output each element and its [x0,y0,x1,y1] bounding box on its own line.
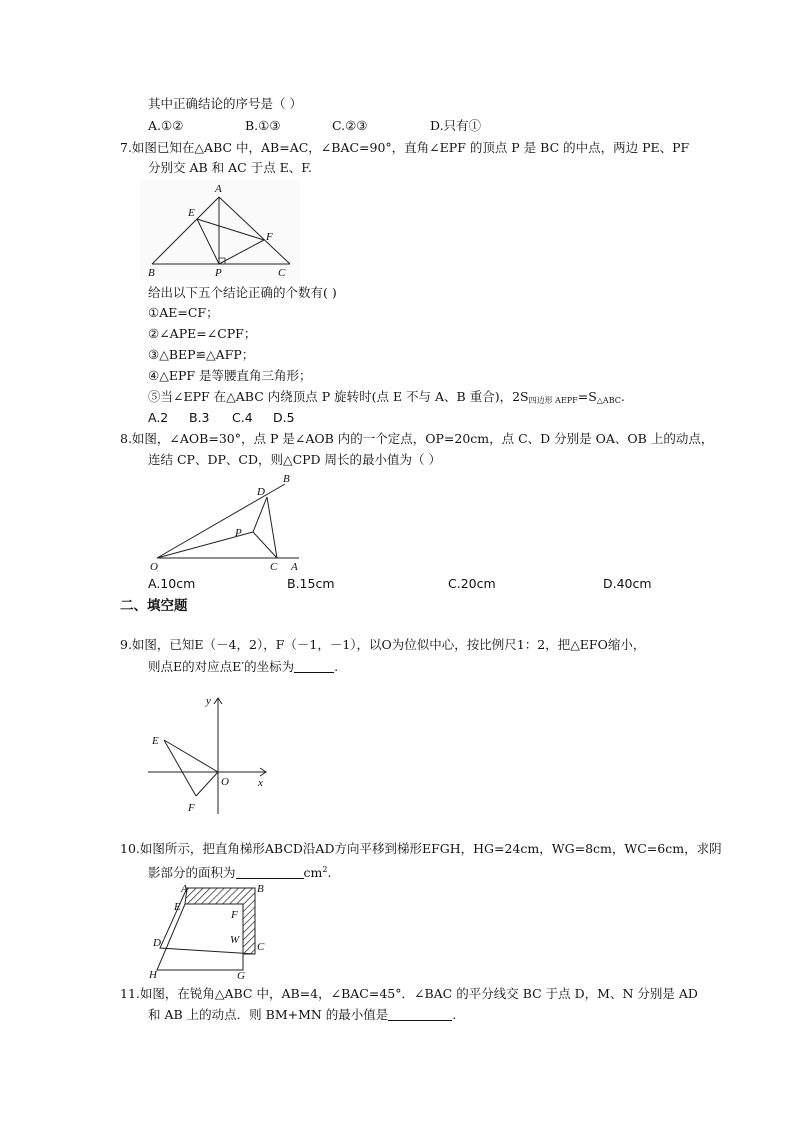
q7-conclusion-5 [148,389,625,409]
q9-stem-line1: 9.如图，已知E（－4，2），F（－1，－1），以O为位似中心，按比例尺1：2，把△EFO缩小， [120,637,646,652]
q7-conclusion-3: ③△BEP≌△AFP； [148,347,255,362]
q11-stem-line1: 11.如图，在锐角△ABC 中，AB=4，∠BAC=45°．∠BAC 的平分线交 BC 于点 D，M、N 分别是 AD [120,986,698,1001]
q10-label-h: H [149,969,157,980]
q7-conclusion-1: ①AE=CF； [148,305,219,320]
q7-stem-line2: 分别交 AB 和 AC 于点 E、F. [148,160,312,175]
q7-c5-sub-tri: △ABC [596,396,621,405]
q10-answer-blank[interactable] [236,866,304,879]
q11-answer-blank[interactable] [388,1008,452,1021]
q8-label-p: P [235,527,242,539]
q7-figure [140,180,300,280]
q8-option-a: A.10cm [148,576,196,591]
q8-label-a: A [291,561,298,573]
q7-label-f: F [266,231,273,243]
q9-segment-eo [164,740,218,772]
q7-label-c: C [278,267,286,279]
q7-figure-bg [140,180,300,280]
q9-label-x: x [258,777,263,789]
q8-label-b: B [283,473,290,485]
q11-stem-end: . [452,1007,457,1022]
q8-label-c: C [270,561,278,573]
q7-c5-text: ⑤当∠EPF 在△ABC 内绕顶点 P 旋转时(点 E 不与 A、B 重合)，2S [148,389,529,404]
q10-label-a: A [181,883,188,895]
q10-label-f: F [231,909,238,921]
q7-conclusion-2: ②∠APE=∠CPF； [148,326,257,341]
q7-conclusion-4: ④△EPF 是等腰直角三角形； [148,368,312,383]
q10-label-b: B [257,883,264,895]
q10-stem-end: . [327,865,332,880]
q10-stem-line2 [148,862,331,881]
q9-segment-ef [164,740,196,796]
q7-prompt: 给出以下五个结论正确的个数有( ) [148,285,337,300]
q8-label-d: D [257,486,265,498]
q8-stem-line1: 8.如图，∠AOB=30°，点 P 是∠AOB 内的一个定点，OP=20cm，点 C、D 分别是 OA、OB 上的动点， [120,431,714,446]
q7-option-c: C.4 [232,410,253,425]
q10-unit: cm [303,865,323,880]
q7-label-a: A [215,183,222,195]
q10-stem-line1: 10.如图所示，把直角梯形ABCD沿AD方向平移到梯形EFGH，HG=24cm，WG=8cm，WC=6cm，求阴 [120,841,722,856]
q8-segment-pd [253,497,267,532]
q8-figure [145,468,310,574]
q7-label-b: B [148,267,155,279]
q9-figure [140,690,280,818]
q10-label-w: W [230,934,240,946]
q6-option-c: C.②③ [332,118,368,133]
q6-option-b: B.①③ [245,118,281,133]
q8-option-c: C.20cm [448,576,496,591]
q9-answer-blank[interactable] [294,660,334,673]
q9-label-f: F [188,802,195,814]
q10-figure [145,882,275,980]
q10-unit-sup: 2 [322,865,328,874]
q7-option-b: B.3 [189,410,210,425]
q9-stem-line2 [148,659,338,675]
q10-label-d: D [153,937,161,949]
q8-label-o: O [150,561,158,573]
q7-c5-end: . [620,389,625,404]
q11-stem-text: 和 AB 上的动点．则 BM+MN 的最小值是 [148,1007,389,1022]
q7-label-p: P [215,267,222,279]
q7-c5-mid: =S [577,389,597,404]
section-title-fill-in: 二、填空题 [120,598,188,614]
q8-option-d: D.40cm [603,576,652,591]
q10-shaded-region [185,888,255,954]
q9-label-e: E [152,735,159,747]
q8-ray-ob [157,484,285,558]
q11-stem-line2 [148,1007,456,1023]
q7-c5-sub-quad: 四边形 AEPF [528,396,578,405]
q10-label-c: C [257,941,265,953]
q6-option-d: D.只有① [430,118,482,133]
q7-stem-line1: 7.如图已知在△ABC 中，AB=AC，∠BAC=90°，直角∠EPF 的顶点 P 是 BC 的中点，两边 PE、PF [120,140,690,155]
q6-prompt: 其中正确结论的序号是（ ） [148,96,302,111]
q6-option-a: A.①② [148,118,184,133]
q8-option-b: B.15cm [287,576,335,591]
q7-option-a: A.2 [148,410,169,425]
q7-label-e: E [188,207,195,219]
q7-option-d: D.5 [273,410,295,425]
q9-stem-end: . [334,659,339,674]
q10-stem-text: 影部分的面积为 [148,865,236,880]
q9-segment-fo [196,772,218,796]
q9-label-y: y [206,695,211,707]
q8-stem-line2: 连结 CP、DP、CD，则△CPD 周长的最小值为（ ） [148,452,442,467]
q10-label-e: E [174,901,181,913]
q10-label-g: G [237,970,245,980]
q9-stem-text: 则点E的对应点E′的坐标为 [148,659,295,674]
q9-label-o: O [221,776,229,788]
